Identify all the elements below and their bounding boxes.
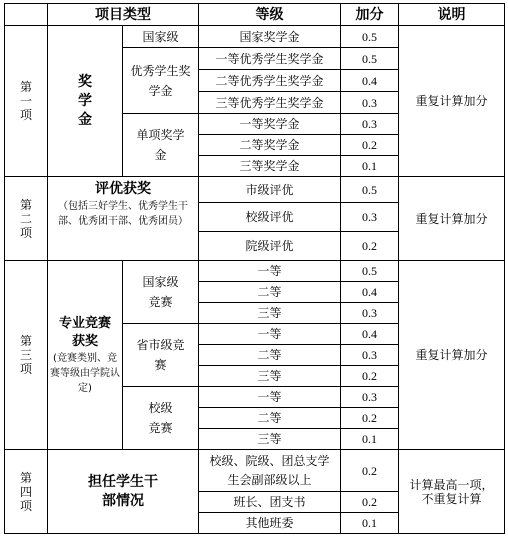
level-cell: 三等优秀学生奖学金 bbox=[199, 92, 341, 114]
section-3-title: 专业竞赛获奖 bbox=[58, 315, 111, 349]
header-blank bbox=[5, 4, 48, 26]
section-3-sub-national: 国家级竞赛 bbox=[123, 261, 199, 324]
score-cell: 0.4 bbox=[341, 282, 399, 303]
score-cell: 0.4 bbox=[341, 70, 399, 92]
table-row bbox=[5, 261, 505, 282]
score-cell: 0.1 bbox=[341, 429, 399, 450]
score-cell: 0.2 bbox=[341, 135, 399, 156]
score-cell: 0.1 bbox=[341, 156, 399, 177]
section-3-category bbox=[48, 261, 123, 450]
level-cell: 一等 bbox=[199, 387, 341, 408]
score-cell: 0.3 bbox=[341, 345, 399, 366]
section-1-sub-excellent: 优秀学生奖学金 bbox=[123, 48, 199, 114]
level-cell: 一等 bbox=[199, 324, 341, 345]
section-1-category: 奖学金 bbox=[48, 26, 123, 177]
section-2-note: 重复计算加分 bbox=[399, 177, 505, 261]
section-1-note: 重复计算加分 bbox=[399, 26, 505, 177]
level-cell: 二等 bbox=[199, 408, 341, 429]
bonus-points-table bbox=[4, 3, 505, 534]
section-4-category: 担任学生干部情况 bbox=[48, 450, 199, 534]
score-cell: 0.2 bbox=[341, 492, 399, 513]
header-score: 加分 bbox=[341, 4, 399, 26]
score-cell: 0.3 bbox=[341, 203, 399, 232]
level-cell: 三等 bbox=[199, 366, 341, 387]
level-cell: 一等优秀学生奖学金 bbox=[199, 48, 341, 70]
section-3-sub-provincial: 省市级竞赛 bbox=[123, 324, 199, 387]
level-cell: 国家奖学金 bbox=[199, 26, 341, 48]
level-cell: 二等 bbox=[199, 282, 341, 303]
score-cell: 0.3 bbox=[341, 92, 399, 114]
level-cell: 一等 bbox=[199, 261, 341, 282]
level-cell: 校级、院级、团总支学生会副部级以上 bbox=[199, 450, 341, 492]
table-row bbox=[5, 450, 505, 492]
level-cell: 二等奖学金 bbox=[199, 135, 341, 156]
section-1-label: 第一项 bbox=[5, 26, 48, 177]
section-2-label: 第二项 bbox=[5, 177, 48, 261]
section-3-sub-school: 校级竞赛 bbox=[123, 387, 199, 450]
score-cell: 0.5 bbox=[341, 261, 399, 282]
section-3-note: 重复计算加分 bbox=[399, 261, 505, 450]
level-cell: 市级评优 bbox=[199, 177, 341, 203]
section-3-label: 第三项 bbox=[5, 261, 48, 450]
score-cell: 0.5 bbox=[341, 26, 399, 48]
section-2-title: 评优获奖 bbox=[95, 181, 151, 197]
section-1-sub-single: 单项奖学金 bbox=[123, 114, 199, 177]
score-cell: 0.2 bbox=[341, 408, 399, 429]
header-note: 说明 bbox=[399, 4, 505, 26]
score-cell: 0.1 bbox=[341, 513, 399, 534]
level-cell: 二等优秀学生奖学金 bbox=[199, 70, 341, 92]
score-cell: 0.5 bbox=[341, 48, 399, 70]
level-cell: 班长、团支书 bbox=[199, 492, 341, 513]
level-cell: 三等 bbox=[199, 429, 341, 450]
section-1-sub-national: 国家级 bbox=[123, 26, 199, 48]
table-row bbox=[5, 177, 505, 203]
score-cell: 0.2 bbox=[341, 366, 399, 387]
score-cell: 0.4 bbox=[341, 324, 399, 345]
level-cell: 一等奖学金 bbox=[199, 114, 341, 135]
level-cell: 院级评优 bbox=[199, 232, 341, 261]
header-level: 等级 bbox=[199, 4, 341, 26]
level-cell: 其他班委 bbox=[199, 513, 341, 534]
section-4-label: 第四项 bbox=[5, 450, 48, 534]
level-cell: 三等 bbox=[199, 303, 341, 324]
score-cell: 0.2 bbox=[341, 450, 399, 492]
level-cell: 二等 bbox=[199, 345, 341, 366]
level-cell: 三等奖学金 bbox=[199, 156, 341, 177]
section-2-title-note: （包括三好学生、优秀学生干部、优秀团干部、优秀团员） bbox=[58, 201, 188, 227]
level-cell: 校级评优 bbox=[199, 203, 341, 232]
score-cell: 0.3 bbox=[341, 387, 399, 408]
header-type: 项目类型 bbox=[48, 4, 199, 26]
table-row bbox=[5, 26, 505, 48]
score-cell: 0.2 bbox=[341, 232, 399, 261]
header-row bbox=[5, 4, 505, 26]
section-2-category bbox=[48, 177, 199, 261]
score-cell: 0.3 bbox=[341, 303, 399, 324]
score-cell: 0.5 bbox=[341, 177, 399, 203]
score-cell: 0.3 bbox=[341, 114, 399, 135]
section-4-note: 计算最高一项，不重复计算 bbox=[399, 450, 505, 534]
section-3-title-note: (竞赛类别、竞赛等级由学院认定) bbox=[50, 352, 120, 394]
